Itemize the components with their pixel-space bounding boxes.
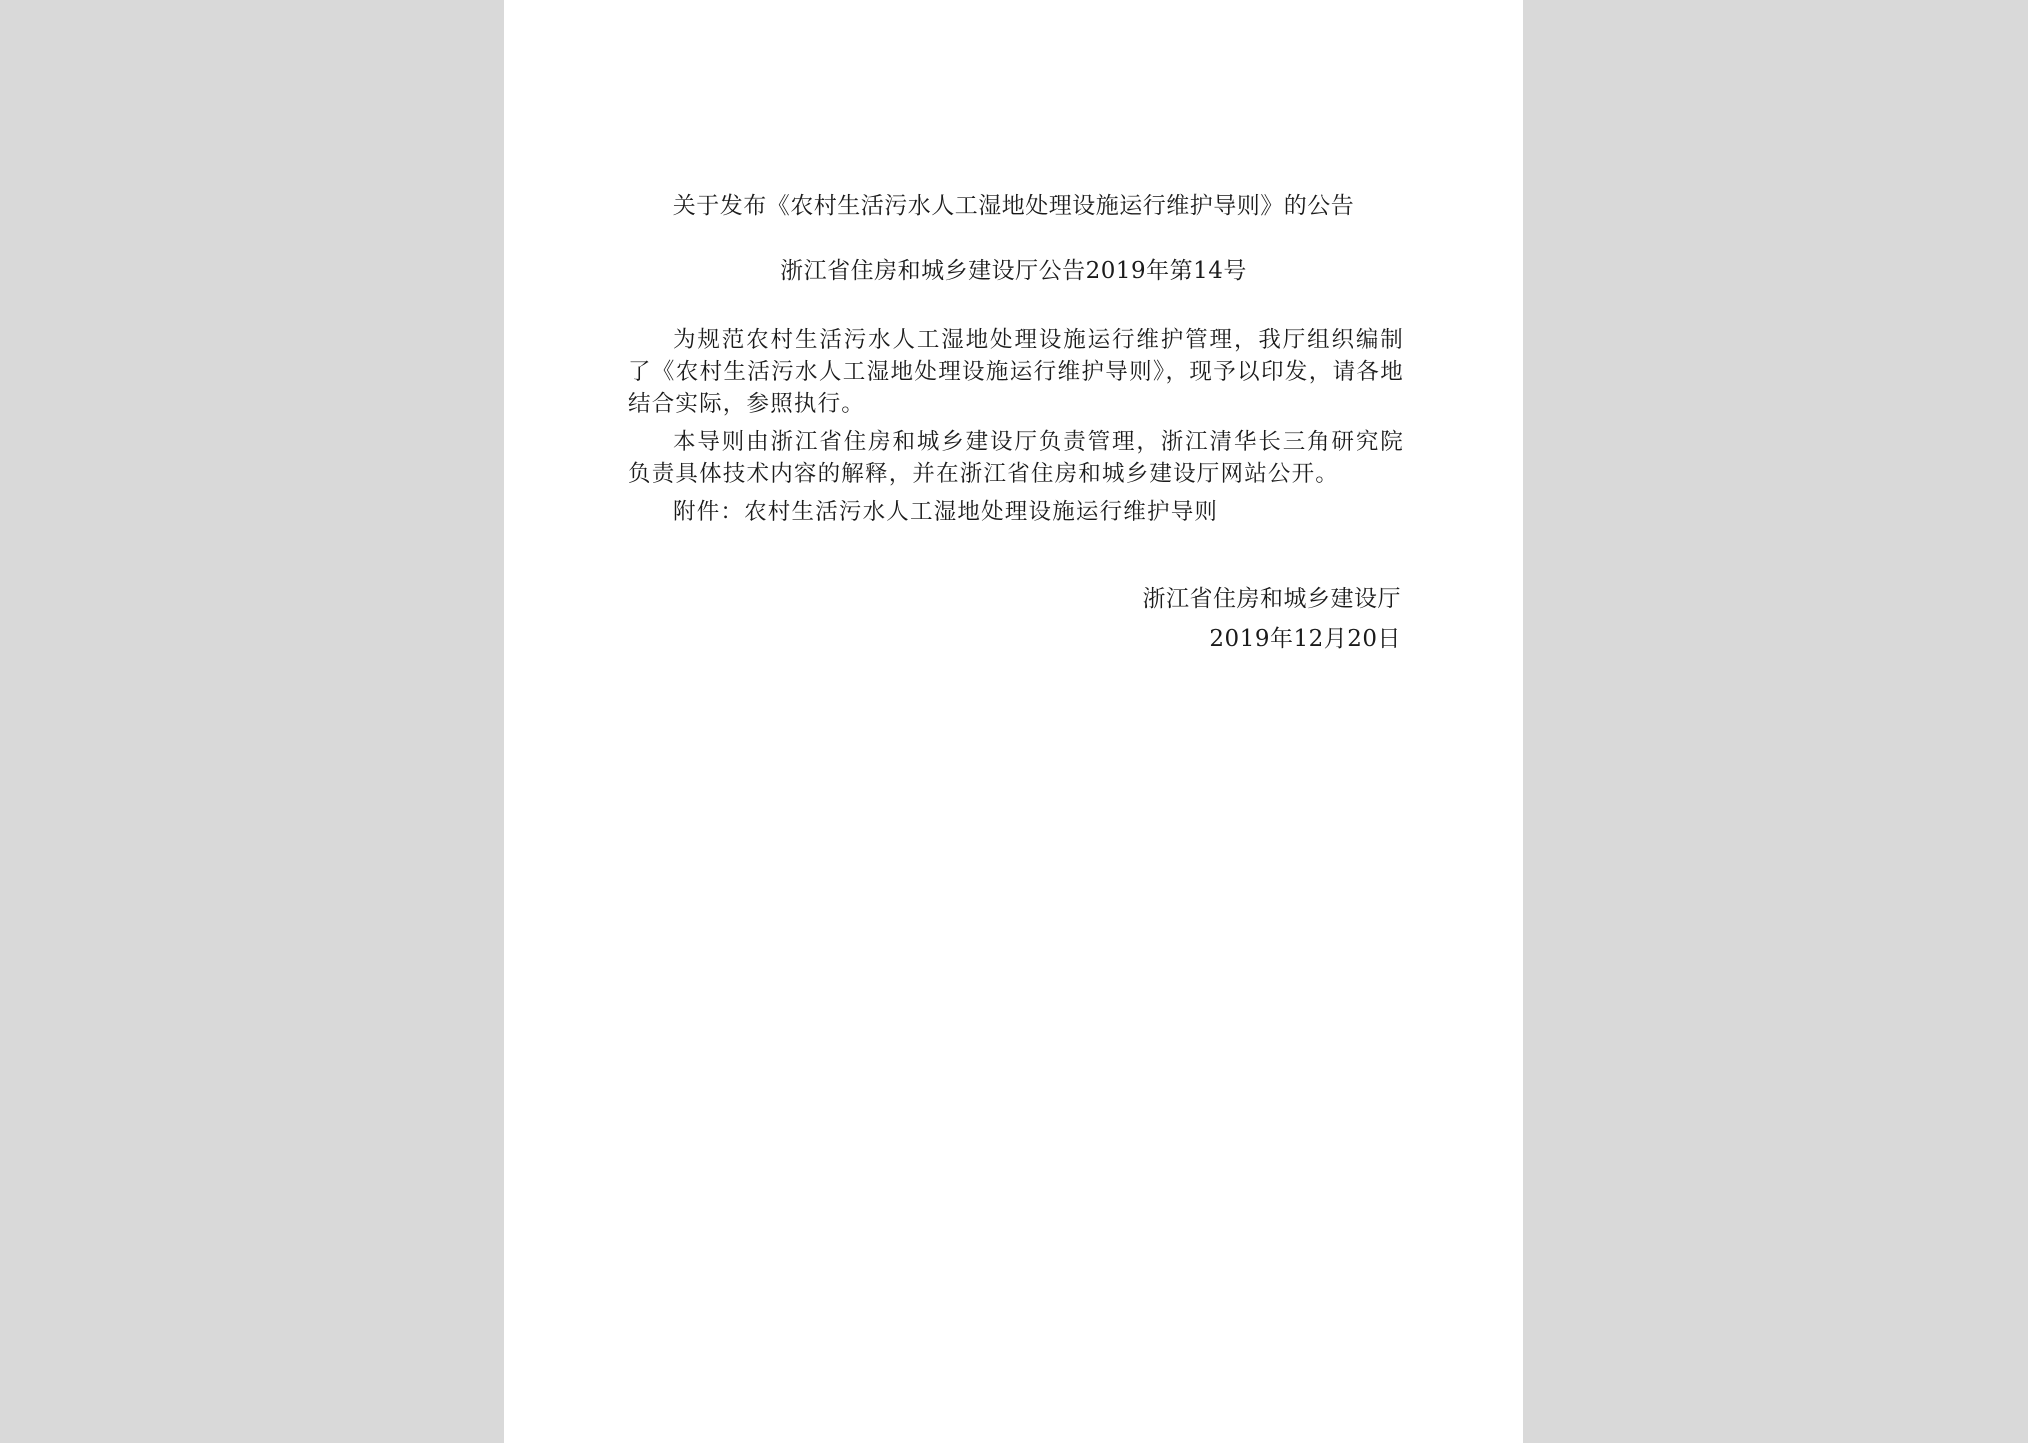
paragraph-attachment: 附件：农村生活污水人工湿地处理设施运行维护导则 [673, 499, 1219, 525]
paragraph-management: 本导则由浙江省住房和城乡建设厅负责管理，浙江清华长三角研究院负责具体技术内容的解释，并在浙江省住房和城乡建设厅网站公开。 [628, 429, 1404, 487]
document-number: 浙江省住房和城乡建设厅公告2019年第14号 [780, 258, 1247, 284]
signature-block [1143, 579, 1402, 659]
issuer-name: 浙江省住房和城乡建设厅 [1142, 586, 1401, 612]
document-page [504, 0, 1523, 1443]
document-title: 关于发布《农村生活污水人工湿地处理设施运行维护导则》的公告 [672, 193, 1355, 219]
paragraph-purpose: 为规范农村生活污水人工湿地处理设施运行维护管理，我厅组织编制了《农村生活污水人工湿地处理设施运行维护导则》，现予以印发，请各地结合实际，参照执行。 [628, 327, 1404, 417]
issue-date: 2019年12月20日 [1209, 626, 1401, 652]
document-body [628, 324, 1404, 534]
